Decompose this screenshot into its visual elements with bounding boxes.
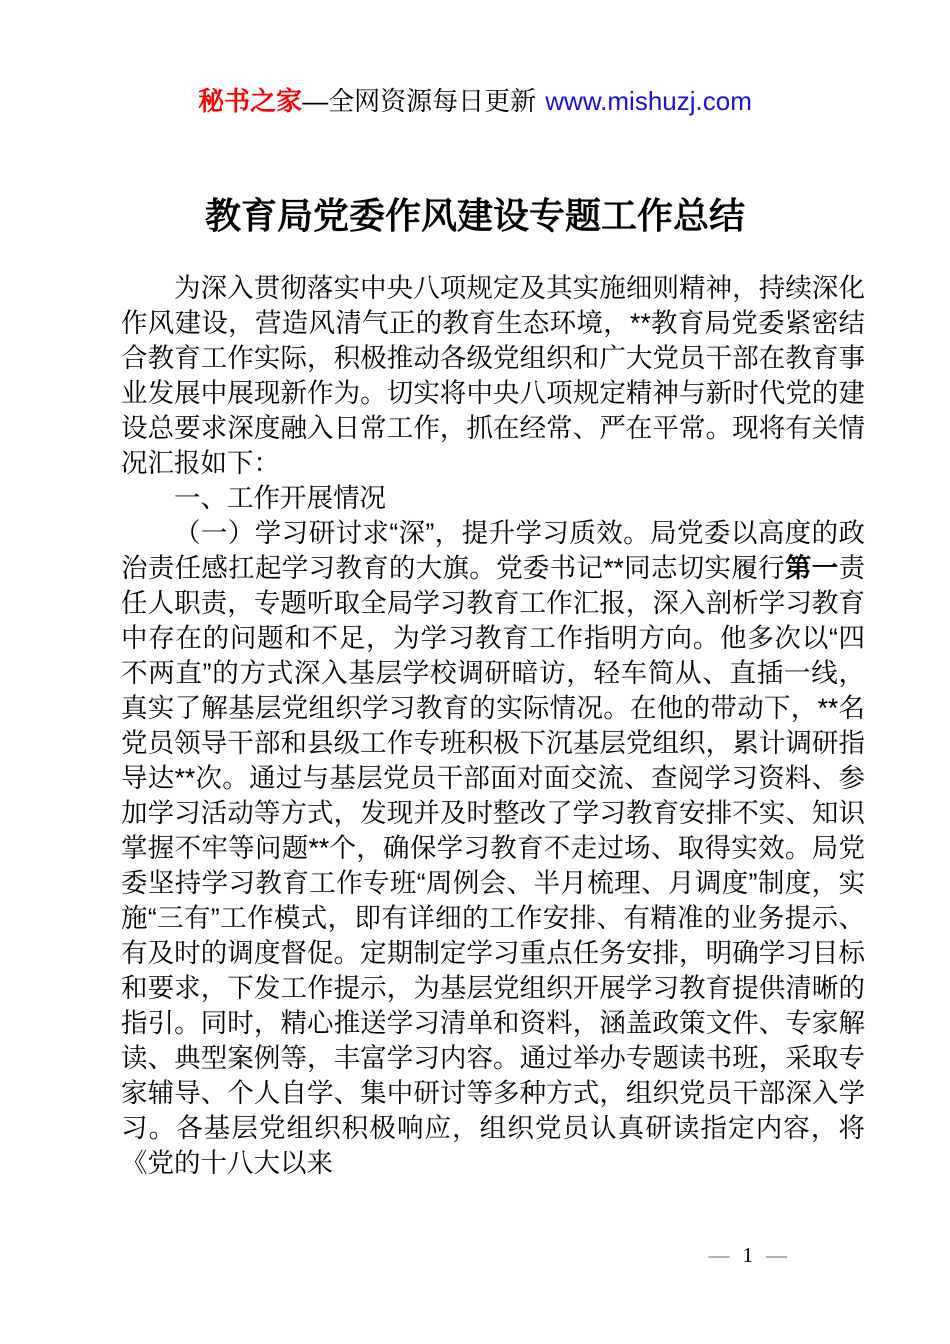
paragraph-section-1 <box>121 516 865 1181</box>
document-header <box>0 86 950 116</box>
section-1-text-pre: （一）学习研讨求“深”，提升学习质效。局党委以高度的政治责任感扛起学习教育的大旗。党委书记**同志切实履行 <box>121 518 865 583</box>
paragraph-intro: 为深入贯彻落实中央八项规定及其实施细则精神，持续深化作风建设，营造风清气正的教育生态环境，**教育局党委紧密结合教育工作实际，积极推动各级党组织和广大党员干部在教育事业发展中展现新作为。切实将中央八项规定精神与新时代党的建设总要求深度融入日常工作，抓在经常、严在平常。现将有关情况汇报如下： <box>121 273 865 478</box>
site-url: www.mishuzj.com <box>545 86 752 116</box>
page-number-dash-left: — <box>708 1243 730 1267</box>
page-number-dash-right: — <box>766 1243 787 1267</box>
section-1-text-post: 责任人职责，专题听取全局学习教育工作汇报，深入剖析学习教育中存在的问题和不足，为学习教育工作指明方向。他多次以“四不两直”的方式深入基层学校调研暗访，轻车简从、直插一线，真实了解基层党组织学习教育的实际情况。在他的带动下，**名党员领导干部和县级工作专班积极下沉基层党组织，累计调研指导达**次。通过与基层党员干部面对面交流、查阅学习资料、参加学习活动等方式，发现并及时整改了学习教育安排不实、知识掌握不牢等问题**个，确保学习教育不走过场、取得实效。局党委坚持学习教育工作专班“周例会、半月梳理、月调度”制度，实施“三有”工作模式，即有详细的工作安排、有精准的业务提示、有及时的调度督促。定期制定学习重点任务安排，明确学习目标和要求，下发工作提示，为基层党组织开展学习教育提供清晰的指引。同时，精心推送学习清单和资料，涵盖政策文件、专家解读、典型案例等，丰富学习内容。通过举办专题读书班，采取专家辅导、个人自学、集中研讨等多种方式，组织党员干部深入学习。各基层党组织积极响应，组织党员认真研读指定内容，将《党的十八大以来 <box>121 553 865 1178</box>
site-name: 秘书之家 <box>198 86 303 116</box>
page-number-value: 1 <box>742 1243 753 1267</box>
header-separator-dash: — <box>302 86 329 116</box>
section-1-heading: 一、工作开展情况 <box>174 483 386 513</box>
section-1-text-bold: 第一 <box>784 553 839 583</box>
page-number <box>709 1243 788 1268</box>
header-tagline: 全网资源每日更新 <box>328 86 537 116</box>
document-title: 教育局党委作风建设专题工作总结 <box>204 195 745 236</box>
document-body <box>121 271 865 1181</box>
